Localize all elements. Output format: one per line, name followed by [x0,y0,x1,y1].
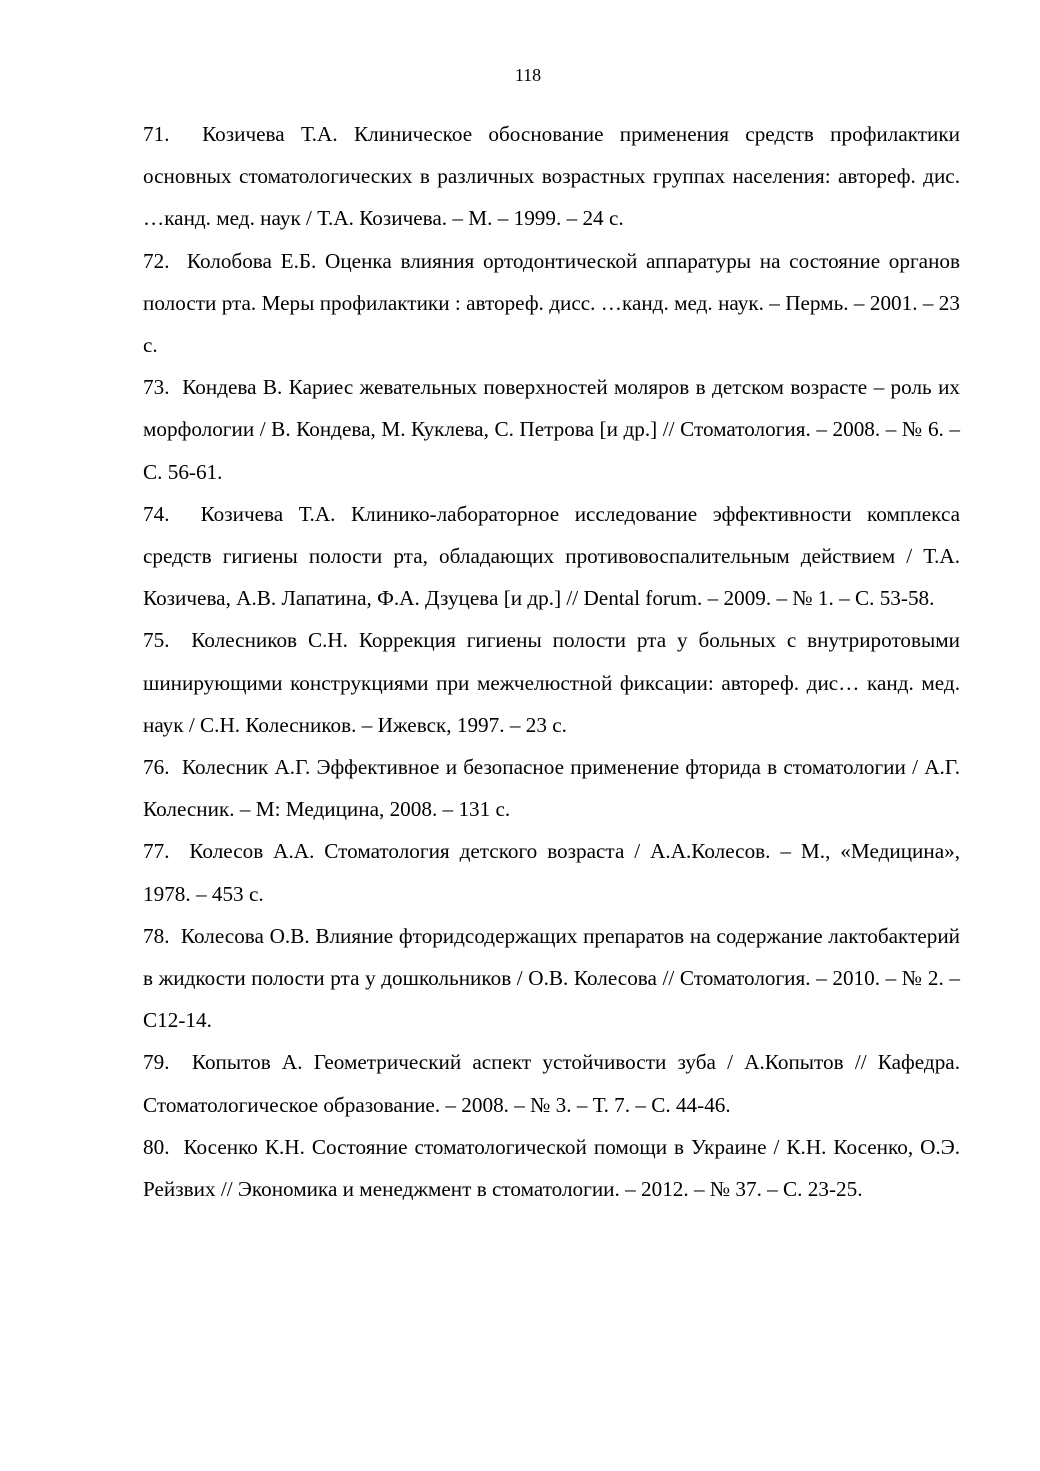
reference-text: Копытов А. Геометрический аспект устойчивости зуба / А.Копытов // Кафедра. Стоматологическое образование. – 2008. – № 3. – Т. 7. – С. 44-46. [143,1050,960,1117]
reference-number: 77. [143,839,170,864]
reference-text: Кондева В. Кариес жевательных поверхностей моляров в детском возрасте – роль их морфологии / В. Кондева, М. Куклева, С. Петрова [и др.] // Стоматология. – 2008. – № 6. – С. 56-61. [143,375,961,484]
reference-item [143,1041,960,1125]
reference-item [143,830,960,914]
reference-text: Колесник А.Г. Эффективное и безопасное применение фторида в стоматологии / А.Г. Колесник. – М: Медицина, 2008. – 131 с. [143,755,961,822]
reference-number: 75. [143,628,170,653]
reference-text: Колесников С.Н. Коррекция гигиены полости рта у больных с внутриротовыми шинирующими конструкциями при межчелюстной фиксации: автореф. дис… канд. мед. наук / С.Н. Колесников. – Ижевск, 1997. – 23 с. [143,628,960,737]
reference-list [143,113,960,1210]
reference-number: 76. [143,755,170,780]
reference-text: Козичева Т.А. Клиническое обоснование применения средств профилактики основных стоматологических в различных возрастных группах населения: автореф. дис. …канд. мед. наук / Т.А. Козичева. – М. – 1999. – 24 с. [143,122,960,231]
reference-number: 80. [143,1134,170,1159]
reference-item [143,915,960,1042]
reference-item [143,113,960,240]
reference-item [143,746,960,830]
reference-item [143,493,960,620]
reference-text: Колесова О.В. Влияние фторидсодержащих препаратов на содержание лактобактерий в жидкости полости рта у дошкольников / О.В. Колесова // Стоматология. – 2010. – № 2. – С12-14. [143,923,960,1033]
reference-number: 72. [143,248,170,273]
reference-text: Колесов А.А. Стоматология детского возраста / А.А.Колесов. – М., «Медицина», 1978. – 453 с. [143,839,961,906]
reference-item [143,240,960,367]
reference-text: Козичева Т.А. Клинико-лабораторное исследование эффективности комплекса средств гигиены полости рта, обладающих противовоспалительным действием / Т.А. Козичева, А.В. Лапатина, Ф.А. Дзуцева [и др.] // Dental forum. – 2009. – № 1. – С. 53-58. [143,501,961,611]
reference-number: 73. [143,375,170,400]
reference-item [143,1126,960,1210]
reference-number: 78. [143,923,170,948]
page-number: 118 [514,65,542,85]
reference-text: Косенко К.Н. Состояние стоматологической помощи в Украине / К.Н. Косенко, О.Э. Рейзвих // Экономика и менеджмент в стоматологии. – 2012. – № 37. – С. 23-25. [143,1134,960,1202]
reference-number: 79. [143,1050,170,1075]
reference-number: 71. [143,122,170,146]
reference-item [143,366,960,493]
reference-text: Колобова Е.Б. Оценка влияния ортодонтической аппаратуры на состояние органов полости рта. Меры профилактики : автореф. дисс. …канд. мед. наук. – Пермь. – 2001. – 23 с. [143,248,961,358]
reference-item [143,619,960,746]
reference-number: 74. [143,501,170,526]
